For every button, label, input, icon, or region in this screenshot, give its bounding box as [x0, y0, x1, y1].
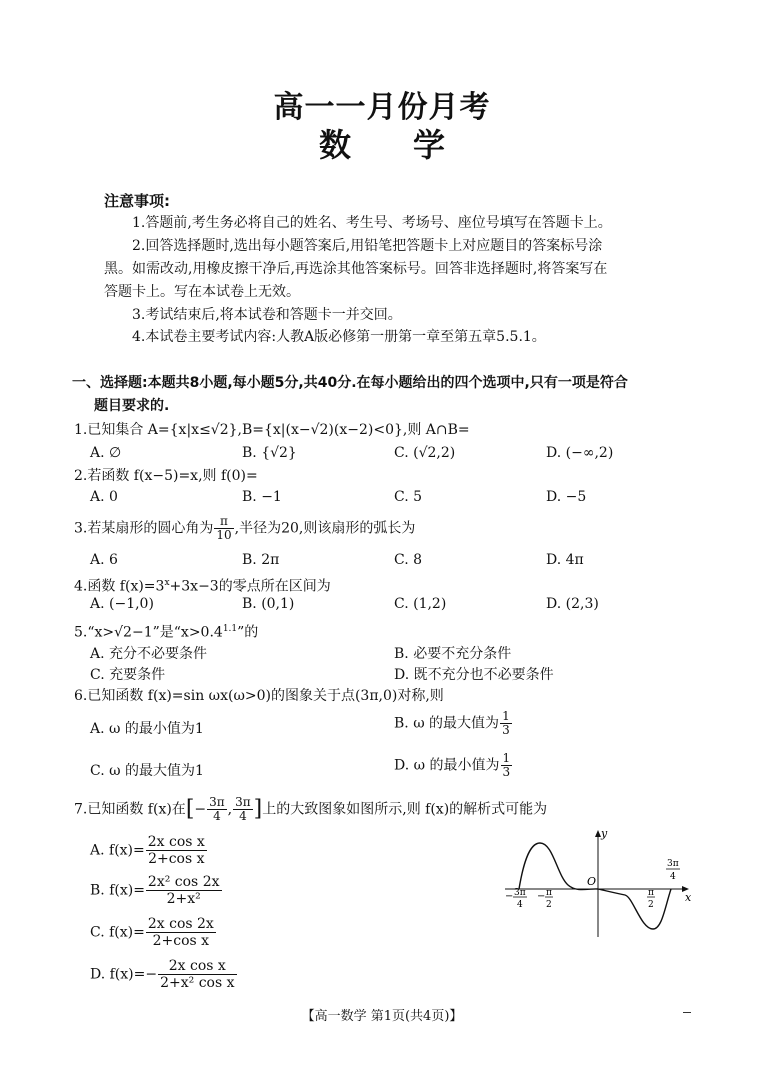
q7-d-frac — [158, 958, 236, 991]
q7-lower-bound — [207, 796, 227, 823]
q6-option-c: C. ω 的最大值为1 — [90, 763, 204, 779]
x-axis-label: x — [685, 891, 692, 904]
q1-option-b: B. {√2} — [242, 445, 297, 461]
q7-stem: 7.已知函数 f(x)在[− $\frac{3\pi}{4}$ , $\frac{3\pi}{4}$ ]上的大致图象如图所示,则 f(x)的解析式可能为 — [74, 795, 548, 823]
note-1: 1.答题前,考生务必将自己的姓名、考生号、考场号、座位号填写在答题卡上。 — [132, 215, 612, 231]
notes-heading: 注意事项: — [104, 192, 170, 210]
q7-upper-bound — [233, 796, 253, 823]
note-4: 4.本试卷主要考试内容:人教A版必修第一册第一章至第五章5.5.1。 — [132, 329, 546, 345]
q6-b-den: 3 — [502, 723, 510, 737]
tick-neg-3pi-4-num: 3π — [514, 888, 526, 898]
q5-option-a: A. 充分不必要条件 — [90, 646, 208, 662]
q7-function-graph — [495, 825, 700, 940]
q7-a-den: 2+cos x — [148, 851, 205, 867]
q4-stem-b: +3x−3的零点所在区间为 — [169, 578, 331, 595]
tick-neg-dash-2: − — [537, 891, 546, 902]
q7-hi-num: 3π — [235, 795, 251, 809]
q5-option-d: D. 既不充分也不必要条件 — [394, 667, 554, 683]
q5-stem-b: ”的 — [237, 624, 259, 641]
note-2: 2.回答选择题时,选出每小题答案后,用铅笔把答题卡上对应题目的答案标号涂 — [132, 238, 603, 254]
tick-neg-pi-2-den: 2 — [546, 900, 552, 910]
q4-exponent: x — [164, 578, 170, 588]
q6-option-d — [394, 752, 513, 779]
q6-stem: 6.已知函数 f(x)=sin ωx(ω>0)的图象关于点(3π,0)对称,则 — [74, 688, 444, 704]
section-heading-cont: 题目要求的. — [94, 398, 170, 414]
tick-3pi-4-den: 4 — [670, 872, 676, 882]
q7-option-d — [90, 958, 238, 991]
q3-stem — [74, 515, 415, 542]
q3-frac-num: π — [214, 515, 233, 529]
q2-option-b: B. −1 — [242, 489, 282, 505]
q7-lo-num: 3π — [209, 795, 225, 809]
q7-b-den: 2+x² — [166, 891, 201, 907]
q7-b-pre: B. f(x)= — [90, 882, 145, 899]
q6-option-d-frac — [501, 752, 513, 779]
q7-b-num: 2x² cos 2x — [147, 874, 220, 890]
subject-char-1: 数 — [318, 126, 351, 164]
tick-3pi-4-num: 3π — [667, 859, 679, 869]
q7-stem-b: 上的大致图象如图所示,则 f(x)的解析式可能为 — [262, 801, 548, 818]
q7-stem-a: 7.已知函数 f(x)在 — [74, 801, 186, 818]
q5-stem-a: 5.“x>√2−1”是“x>0.4 — [74, 624, 223, 641]
section-heading: 一、选择题:本题共8小题,每小题5分,共40分.在每小题给出的四个选项中,只有一项是符合 — [72, 375, 628, 391]
q5-exponent: 1.1 — [222, 624, 238, 634]
q6-option-b-text: B. ω 的最大值为 — [394, 715, 500, 732]
tick-neg-pi-2-num: π — [546, 888, 552, 898]
q1-option-a: A. ∅ — [90, 445, 122, 461]
q7-c-pre: C. f(x)= — [90, 924, 145, 941]
subject-title — [0, 120, 764, 166]
q7-c-frac — [146, 916, 216, 949]
q5-option-c: C. 充要条件 — [90, 667, 166, 683]
q3-fraction — [214, 515, 233, 542]
q7-option-b — [90, 874, 223, 907]
q7-d-num: 2x cos x — [158, 958, 236, 975]
exam-title: 高一一月份月考 — [273, 90, 491, 125]
q7-c-num: 2x cos 2x — [147, 916, 214, 932]
q6-option-d-text: D. ω 的最小值为 — [394, 757, 500, 774]
origin-label: O — [587, 875, 597, 888]
tick-pi-2-den: 2 — [648, 900, 654, 910]
q4-option-a: A. (−1,0) — [90, 596, 154, 612]
q7-d-den: 2+x² cos x — [160, 975, 235, 991]
q4-option-b: B. (0,1) — [242, 596, 295, 612]
q6-d-den: 3 — [502, 765, 511, 779]
note-2-end: 答题卡上。写在本试卷上无效。 — [104, 284, 300, 300]
q3-frac-den: 10 — [216, 528, 232, 542]
q7-a-pre: A. f(x)= — [90, 842, 145, 859]
note-2-cont: 黑。如需改动,用橡皮擦干净后,再选涂其他答案标号。回答非选择题时,将答案写在 — [104, 261, 608, 277]
corner-mark — [683, 1012, 691, 1013]
q3-option-a: A. 6 — [90, 552, 118, 568]
q6-option-a: A. ω 的最小值为1 — [90, 721, 204, 737]
q2-option-a: A. 0 — [90, 489, 118, 505]
q4-stem-a: 4.函数 f(x)=3 — [74, 578, 165, 595]
q3-option-d: D. 4π — [546, 552, 584, 568]
q1-option-c: C. (√2,2) — [394, 445, 456, 461]
q7-a-num: 2x cos x — [147, 834, 205, 850]
subject-char-2: 学 — [413, 126, 446, 164]
q5-stem — [74, 619, 258, 643]
q6-option-b-frac — [500, 710, 512, 737]
q4-option-d: D. (2,3) — [546, 596, 599, 612]
q4-option-c: C. (1,2) — [394, 596, 447, 612]
tick-neg-3pi-4-den: 4 — [517, 900, 523, 910]
q4-stem — [74, 573, 331, 597]
q3-option-c: C. 8 — [394, 552, 423, 568]
q3-stem-b: ,半径为20,则该扇形的弧长为 — [234, 520, 416, 537]
q3-option-b: B. 2π — [242, 552, 280, 568]
y-axis-label: y — [601, 827, 608, 840]
q7-a-frac — [146, 834, 207, 867]
q7-option-a — [90, 834, 208, 867]
q6-option-b — [394, 710, 513, 737]
page-footer: 【高一数学 第1页(共4页)】 — [301, 1009, 463, 1024]
q2-option-c: C. 5 — [394, 489, 423, 505]
q2-stem: 2.若函数 f(x−5)=x,则 f(0)= — [74, 468, 258, 484]
q7-option-c — [90, 916, 217, 949]
q7-c-den: 2+cos x — [152, 933, 210, 949]
q1-stem: 1.已知集合 A={x|x≤√2},B={x|(x−√2)(x−2)<0},则 A∩B= — [74, 422, 470, 438]
q1-option-d: D. (−∞,2) — [546, 445, 614, 461]
q7-lo-den: 4 — [213, 809, 221, 823]
tick-neg-dash-1: − — [505, 891, 514, 902]
q2-option-d: D. −5 — [546, 489, 587, 505]
q7-d-pre: D. f(x)=− — [90, 966, 158, 983]
tick-pi-2-num: π — [648, 888, 654, 898]
q6-d-num: 1 — [502, 751, 511, 765]
q3-stem-a: 3.若某扇形的圆心角为 — [74, 520, 214, 537]
q5-option-b: B. 必要不充分条件 — [394, 646, 512, 662]
note-3: 3.考试结束后,将本试卷和答题卡一并交回。 — [132, 307, 402, 323]
q7-hi-den: 4 — [239, 809, 247, 823]
q6-b-num: 1 — [502, 709, 510, 723]
q7-b-frac — [146, 874, 222, 907]
